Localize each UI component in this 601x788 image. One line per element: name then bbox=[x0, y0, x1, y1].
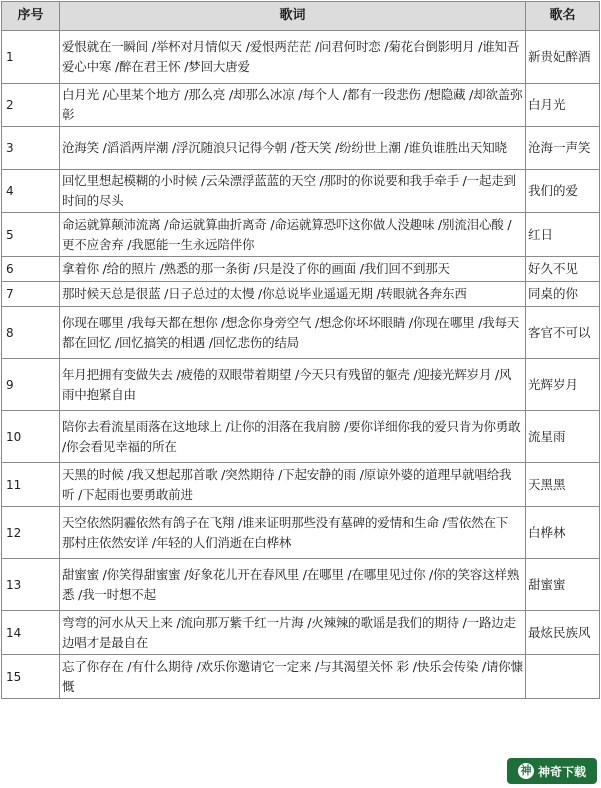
row-number: 8 bbox=[2, 307, 60, 359]
row-song-title: 我们的爱 bbox=[526, 170, 600, 213]
row-song-title: 沧海一声笑 bbox=[526, 127, 600, 170]
row-number: 3 bbox=[2, 127, 60, 170]
table-row bbox=[2, 559, 600, 611]
row-number: 9 bbox=[2, 359, 60, 411]
table-row bbox=[2, 213, 600, 257]
row-number: 2 bbox=[2, 84, 60, 127]
table-row bbox=[2, 411, 600, 463]
row-number: 1 bbox=[2, 31, 60, 84]
row-song-title: 白桦林 bbox=[526, 507, 600, 559]
table-row bbox=[2, 611, 600, 655]
row-number: 10 bbox=[2, 411, 60, 463]
row-song-title bbox=[526, 655, 600, 699]
row-lyrics: 拿着你 /给的照片 /熟悉的那一条街 /只是没了你的画面 /我们回不到那天 bbox=[60, 257, 526, 282]
header-number: 序号 bbox=[2, 2, 60, 31]
row-song-title: 天黑黑 bbox=[526, 463, 600, 507]
row-number: 4 bbox=[2, 170, 60, 213]
row-song-title: 红日 bbox=[526, 213, 600, 257]
row-number: 6 bbox=[2, 257, 60, 282]
row-lyrics: 回忆里想起模糊的小时候 /云朵漂浮蓝蓝的天空 /那时的你说要和我手牵手 /一起走到时间的尽头 bbox=[60, 170, 526, 213]
table-row bbox=[2, 31, 600, 84]
table-row bbox=[2, 359, 600, 411]
row-lyrics: 忘了你存在 /有什么期待 /欢乐你邀请它一定来 /与其渴望关怀 彩 /快乐会传染 /请你慷慨 bbox=[60, 655, 526, 699]
lyrics-table bbox=[1, 1, 600, 699]
row-lyrics: 爱恨就在一瞬间 /举杯对月情似天 /爱恨两茫茫 /问君何时恋 /菊花台倒影明月 /谁知吾爱心中寒 /醉在君王怀 /梦回大唐爱 bbox=[60, 31, 526, 84]
row-number: 7 bbox=[2, 282, 60, 307]
row-song-title: 最炫民族风 bbox=[526, 611, 600, 655]
row-number: 15 bbox=[2, 655, 60, 699]
row-number: 13 bbox=[2, 559, 60, 611]
row-lyrics: 甜蜜蜜 /你笑得甜蜜蜜 /好象花儿开在春风里 /在哪里 /在哪里见过你 /你的笑容这样熟悉 /我一时想不起 bbox=[60, 559, 526, 611]
table-row bbox=[2, 170, 600, 213]
row-number: 12 bbox=[2, 507, 60, 559]
header-row bbox=[2, 2, 600, 31]
row-lyrics: 年月把拥有变做失去 /疲倦的双眼带着期望 /今天只有残留的躯壳 /迎接光辉岁月 /风雨中抱紧自由 bbox=[60, 359, 526, 411]
row-song-title: 好久不见 bbox=[526, 257, 600, 282]
row-song-title: 新贵妃醉酒 bbox=[526, 31, 600, 84]
header-lyrics: 歌词 bbox=[60, 2, 526, 31]
row-lyrics: 天空依然阴霾依然有鸽子在飞翔 /谁来证明那些没有墓碑的爱情和生命 /雪依然在下 那村庄依然安详 /年轻的人们消逝在白桦林 bbox=[60, 507, 526, 559]
fade-overlay bbox=[360, 738, 500, 762]
watermark bbox=[507, 758, 597, 784]
table-row bbox=[2, 84, 600, 127]
header-song: 歌名 bbox=[526, 2, 600, 31]
table-row bbox=[2, 655, 600, 699]
row-song-title: 同桌的你 bbox=[526, 282, 600, 307]
row-lyrics: 那时候天总是很蓝 /日子总过的太慢 /你总说毕业遥遥无期 /转眼就各奔东西 bbox=[60, 282, 526, 307]
row-song-title: 客官不可以 bbox=[526, 307, 600, 359]
row-number: 14 bbox=[2, 611, 60, 655]
table-row bbox=[2, 507, 600, 559]
table-row bbox=[2, 282, 600, 307]
watermark-logo-icon: 神 bbox=[518, 763, 534, 779]
table-row bbox=[2, 463, 600, 507]
row-song-title: 甜蜜蜜 bbox=[526, 559, 600, 611]
row-lyrics: 你现在哪里 /我每天都在想你 /想念你身旁空气 /想念你坏坏眼睛 /你现在哪里 /我每天都在回忆 /回忆搞笑的相遇 /回忆悲伤的结局 bbox=[60, 307, 526, 359]
row-lyrics: 天黑的时候 /我又想起那首歌 /突然期待 /下起安静的雨 /原谅外婆的道理早就唱给我听 /下起雨也要勇敢前进 bbox=[60, 463, 526, 507]
table-row bbox=[2, 257, 600, 282]
table-row bbox=[2, 307, 600, 359]
row-lyrics: 沧海笑 /滔滔两岸潮 /浮沉随浪只记得今朝 /苍天笑 /纷纷世上潮 /谁负谁胜出天知晓 bbox=[60, 127, 526, 170]
table-row bbox=[2, 127, 600, 170]
row-number: 5 bbox=[2, 213, 60, 257]
row-lyrics: 命运就算颠沛流离 /命运就算曲折离奇 /命运就算恐吓这你做人没趣味 /别流泪心酸 /更不应舍弃 /我愿能一生永远陪伴你 bbox=[60, 213, 526, 257]
row-song-title: 白月光 bbox=[526, 84, 600, 127]
row-song-title: 光辉岁月 bbox=[526, 359, 600, 411]
row-lyrics: 陪你去看流星雨落在这地球上 /让你的泪落在我肩膀 /要你详细你我的爱只肯为你勇敢 /你会看见幸福的所在 bbox=[60, 411, 526, 463]
watermark-text: 神奇下载 bbox=[537, 764, 586, 779]
row-lyrics: 白月光 /心里某个地方 /那么亮 /却那么冰凉 /每个人 /都有一段悲伤 /想隐藏 /却欲盖弥彰 bbox=[60, 84, 526, 127]
row-number: 11 bbox=[2, 463, 60, 507]
row-song-title: 流星雨 bbox=[526, 411, 600, 463]
row-lyrics: 弯弯的河水从天上来 /流向那万紫千红一片海 /火辣辣的歌谣是我们的期待 /一路边走边唱才是最自在 bbox=[60, 611, 526, 655]
